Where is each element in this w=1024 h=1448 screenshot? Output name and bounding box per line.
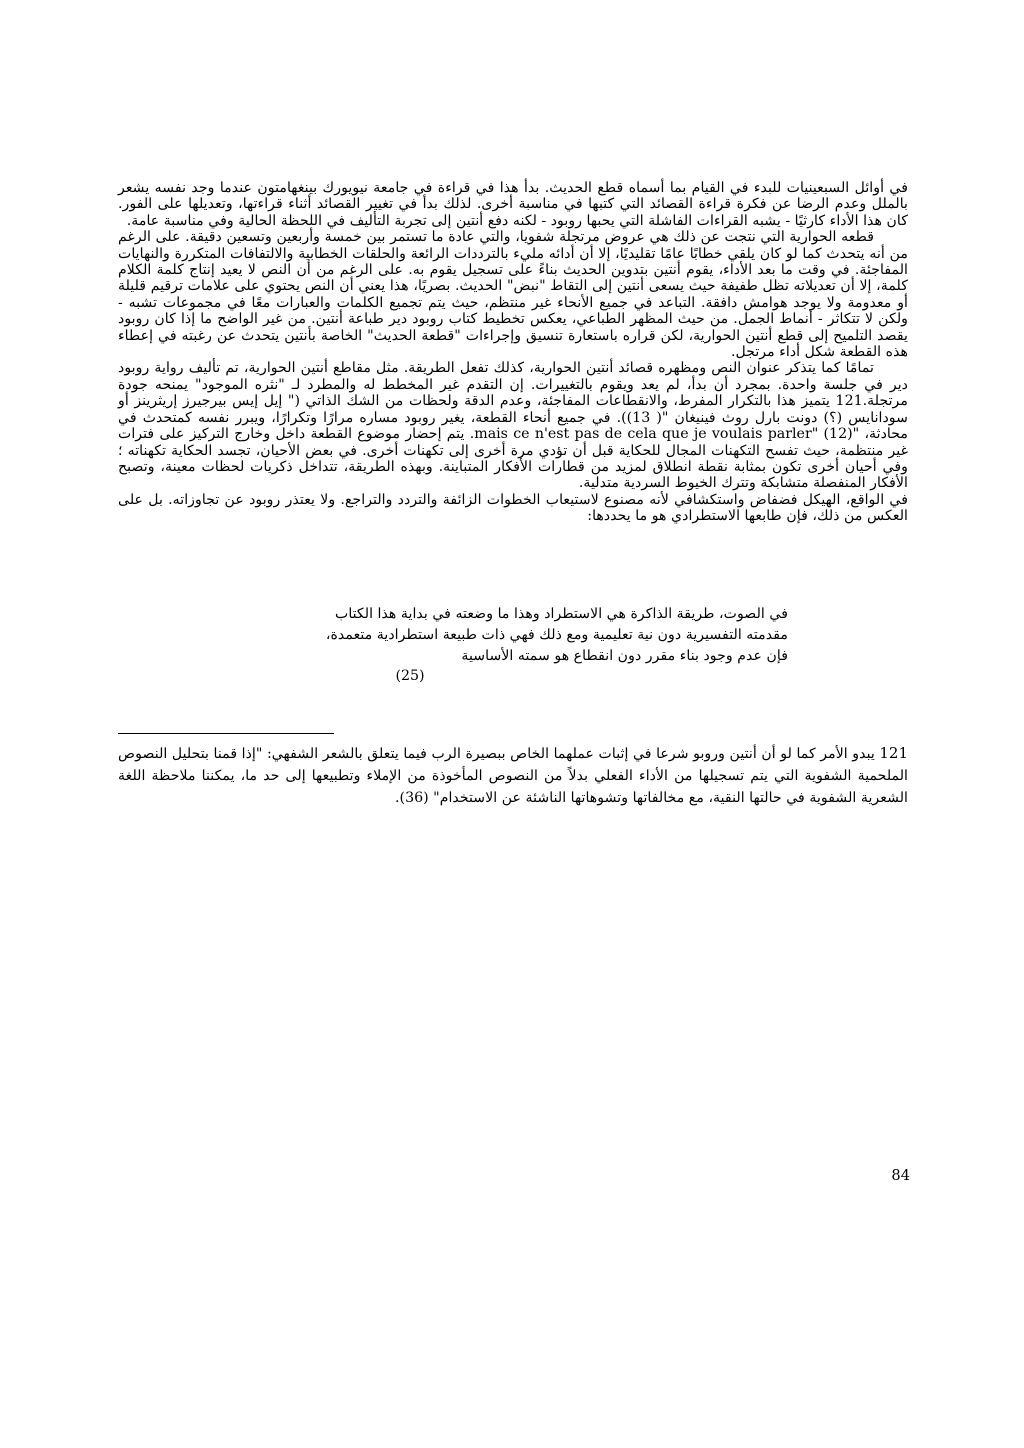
footnote bbox=[118, 742, 908, 809]
footnote-number: 121 bbox=[879, 744, 909, 762]
quote-reference: (25) bbox=[395, 668, 425, 684]
footnote-text: يبدو الأمر كما لو أن أنتين وروبو شرعا في إثبات عملهما الخاص ببصيرة الرب فيما يتعلق بالشعر الشفهي: "إذا قمنا بتحليل النصوص الملحمية الشفوية التي يتم تسجيلها من الأداء الفعلي بدلاً من النصوص المأخوذة من الإملاء وتطبيعها إلى حد ما، يمكننا ملاحظة اللغة الشعرية الشفوية في حالتها النقية، مع مخالفاتها وتشوهاتها الناشئة عن الاستخدام" (36). bbox=[118, 746, 908, 806]
paragraph: في الواقع، الهيكل فضفاض واستكشافي لأنه مصنوع لاستيعاب الخطوات الزائفة والتردد والتراجع. ولا يعتذر روبود عن تجاوزاته. بل على العكس من ذلك، فإن طابعها الاستطرادي هو ما يحددها: bbox=[118, 491, 908, 525]
quote-line: في الصوت، طريقة الذاكرة هي الاستطراد وهذا ما وضعته في بداية هذا الكتاب bbox=[334, 606, 788, 622]
page-number: 84 bbox=[891, 1167, 910, 1184]
quote-line: مقدمته التفسيرية دون نية تعليمية ومع ذلك فهي ذات طبيعة استطرادية متعمدة، bbox=[325, 627, 788, 643]
paragraph: قطعه الحوارية التي نتجت عن ذلك هي عروض مرتجلة شفويا، والتي عادة ما تستمر بين خمسة وأربعين وتسعين دقيقة. على الرغم من أنه يتحدث كما لو كان يلقي خطابًا عامًا تقليديًا، إلا أن أدائه مليء بالترددات الرائعة والحلقات الخطابية والالتفافات المتكررة والنهايات المفاجئة. في وقت ما بعد الأداء، يقوم أنتين بتدوين الحديث بناءً على تسجيل يقوم به. على الرغم من أن النص لا يعيد إنتاج كلمة الكلام كلمة، إلا أن تعديلاته تظل طفيفة حيث يسعى أنتين إلى التقاط "نبض" الحديث. بصريًا، هذا يعني أن النص يحتوي على علامات ترقيم قليلة أو معدومة ولا يوجد هوامش دافقة. التباعد في جميع الأنحاء غير منتظم، حيث يتم تجميع الكلمات والعبارات معًا في مجموعات تشبه - ولكن لا تتكاثر - أنماط الجمل. من حيث المظهر الطباعي، يعكس تخطيط كتاب روبود دير طباعة أنتين. من غير الواضح ما إذا كان روبود يقصد التلميح إلى قطع أنتين الحوارية، لكن قراره باستعارة تنسيق وإجراءات "قطعة الحديث" الخاصة بأنتين يتحدث عن رغبته في إعطاء هذه القطعة شكل أداء مرتجل. bbox=[118, 229, 908, 361]
quote-line: فإن عدم وجود بناء مقرر دون انقطاع هو سمته الأساسية bbox=[461, 648, 788, 664]
body-text bbox=[118, 180, 908, 525]
footnote-separator bbox=[118, 733, 334, 734]
paragraph: في أوائل السبعينيات للبدء في القيام بما أسماه قطع الحديث. بدأ هذا في قراءة في جامعة نيويورك بينغهامتون عندما وجد نفسه يشعر بالملل وعدم الرضا عن فكرة قراءة القصائد التي كتبها في مناسبة أخرى. لذلك بدأ في تغيير القصائد أثناء قراءتها، وتعديلها على الفور. كان هذا الأداء كارثيًا - يشبه القراءات الفاشلة التي يحبها روبود - لكنه دفع أنتين إلى تجربة التأليف في اللحظة الحالية وفي مناسبة عامة. bbox=[118, 180, 908, 229]
paragraph: تمامًا كما يتذكر عنوان النص ومظهره قصائد أنتين الحوارية، كذلك تفعل الطريقة. مثل مقاطع أنتين الحوارية، تم تأليف رواية روبود دير في جلسة واحدة. بمجرد أن بدأ، لم يعد ويقوم بالتغييرات. إن التقدم غير المخطط له والمطرد لـ "نثره الموجود" يمنحه جودة مرتجلة.121 يتميز هذا بالتكرار المفرط، والانقطاعات المفاجئة، وعدم الدقة ولحظات من الشك الذاتي (" إيل إيس بيرجيرز إريثرينز أو سودانايس (؟) دونت بارل روث فينيغان "( 13)). في جميع أنحاء القطعة، يغير روبود مساره مرارًا وتكرارًا، ويبرر نفسه كمتحدث في محادثة، "mais ce n'est pas de cela que je voulais parler" (12). يتم إحضار موضوع القطعة داخل وخارج التركيز على فترات غير منتظمة، حيث تفسح التكهنات المجال للحكاية قبل أن تؤدي مرة أخرى إلى تكهنات أخرى. في بعض الأحيان، تجسد الحكاية تكهناته ؛ وفي أحيان أخرى تكون بمثابة نقطة انطلاق لمزيد من قطارات الأفكار المتباينة. وبهذه الطريقة، تتداخل ذكريات لحظات معينة، وتصبح الأفكار المنفصلة متشابكة وتترك الخيوط السردية متدلية. bbox=[118, 360, 909, 492]
block-quote bbox=[280, 604, 788, 667]
